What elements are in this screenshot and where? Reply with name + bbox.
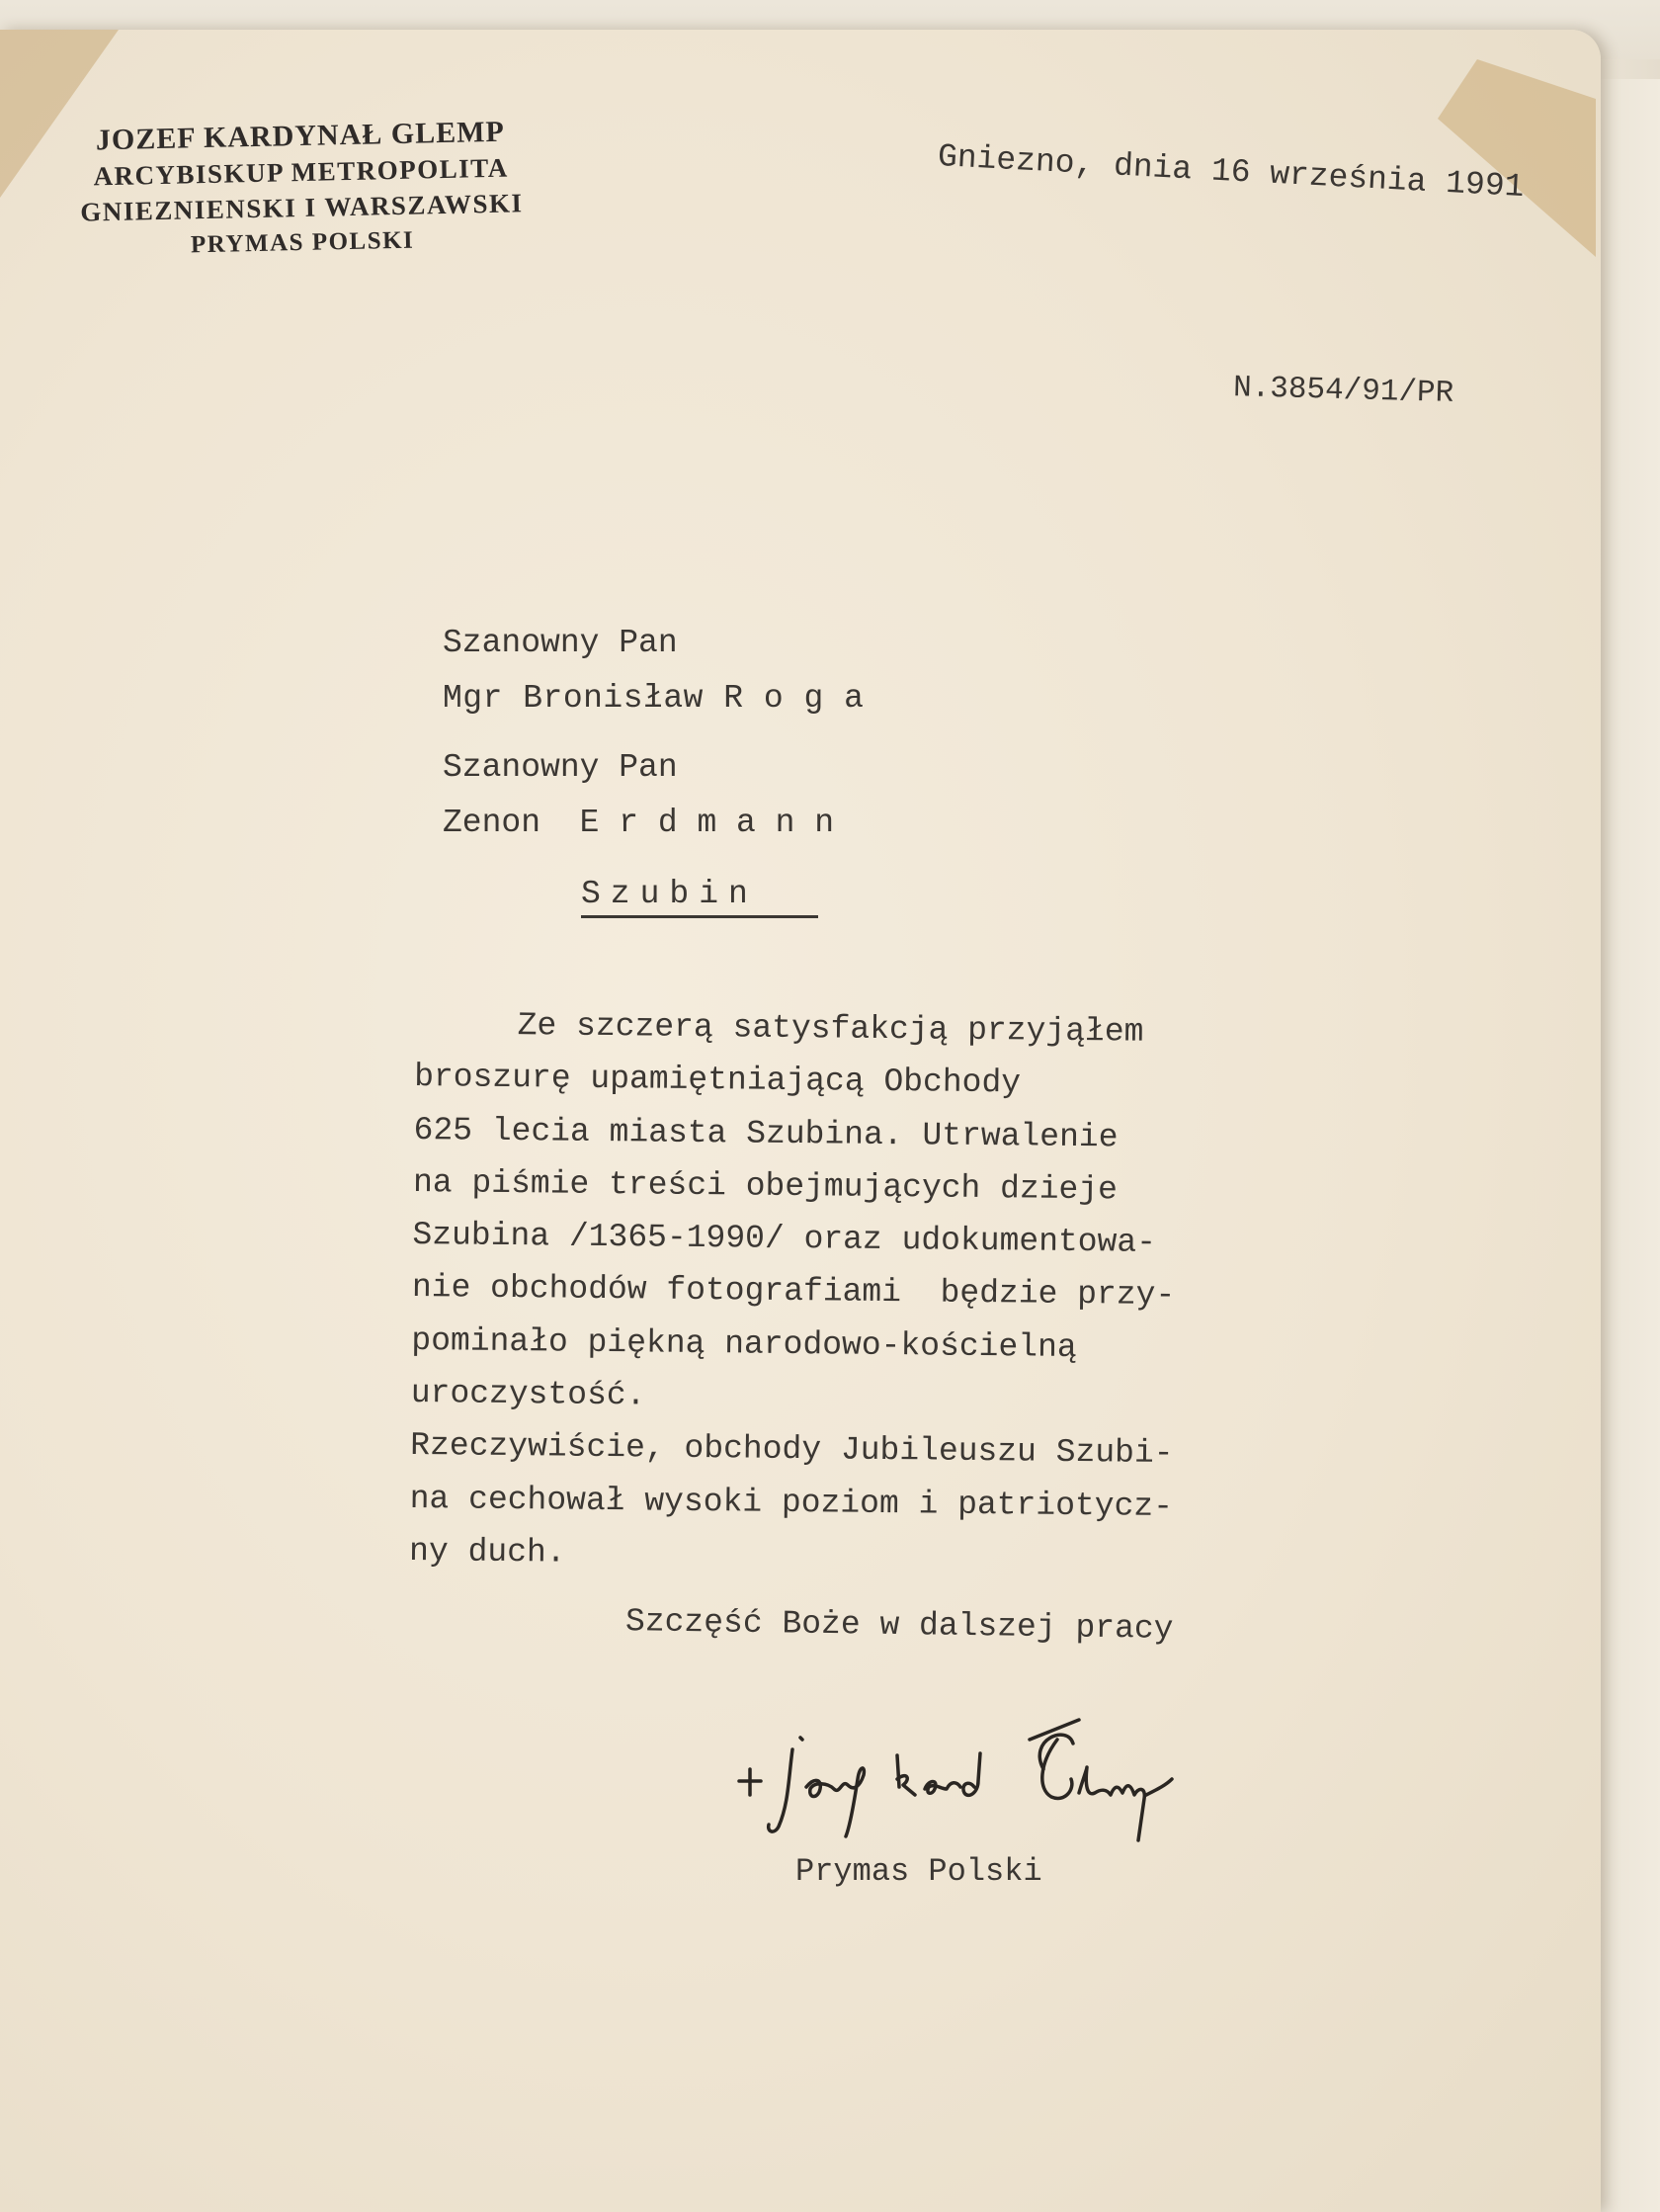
- tape-corner-right: [1438, 59, 1596, 257]
- recipient-name-1: Mgr Bronisław R o g a: [443, 680, 865, 717]
- letterhead-name: JOZEF KARDYNAŁ GLEMP: [95, 115, 506, 157]
- letterhead-title: ARCYBISKUP METROPOLITA: [93, 152, 510, 192]
- body-line: broszurę upamiętniającą Obchody: [413, 1059, 1022, 1102]
- body-line: na piśmie treści obejmujących dzieje: [412, 1163, 1119, 1209]
- recipient-city: Szubin: [581, 876, 758, 912]
- letter-body: [409, 998, 1178, 1585]
- body-line: Rzeczywiście, obchody Jubileuszu Szubi-: [410, 1427, 1174, 1473]
- body-line: uroczystość.: [410, 1375, 646, 1414]
- recipient-salutation-1: Szanowny Pan: [443, 625, 678, 661]
- body-line: 625 lecia miasta Szubina. Utrwalenie: [413, 1111, 1119, 1156]
- body-line: nie obchodów fotografiami będzie przy-: [411, 1269, 1176, 1315]
- letterhead: [39, 113, 565, 266]
- recipient-salutation-2: Szanowny Pan: [443, 749, 678, 786]
- body-line: pominało piękną narodowo-kościelną: [411, 1321, 1077, 1366]
- body-line: na cechował wysoki poziom i patriotycz-: [409, 1480, 1174, 1525]
- closing-phrase: Szczęść Boże w dalszej pracy: [624, 1603, 1174, 1648]
- recipient-name-2: Zenon E r d m a n n: [443, 805, 835, 841]
- handwritten-signature: [731, 1710, 1205, 1848]
- letterhead-primate: PRYMAS POLSKI: [190, 226, 415, 259]
- reference-number: N.3854/91/PR: [1232, 371, 1454, 411]
- body-line: ny duch.: [408, 1532, 566, 1572]
- signatory-title: Prymas Polski: [795, 1853, 1042, 1890]
- letterhead-diocese: GNIEZNIENSKI I WARSZAWSKI: [80, 188, 524, 227]
- letter-date: Gniezno, dnia 16 września 1991: [937, 138, 1526, 207]
- body-line: Szubina /1365-1990/ oraz udokumentowa-: [412, 1217, 1157, 1262]
- city-underline: [581, 915, 818, 918]
- body-line: Ze szczerą satysfakcją przyjąłem: [517, 1007, 1144, 1051]
